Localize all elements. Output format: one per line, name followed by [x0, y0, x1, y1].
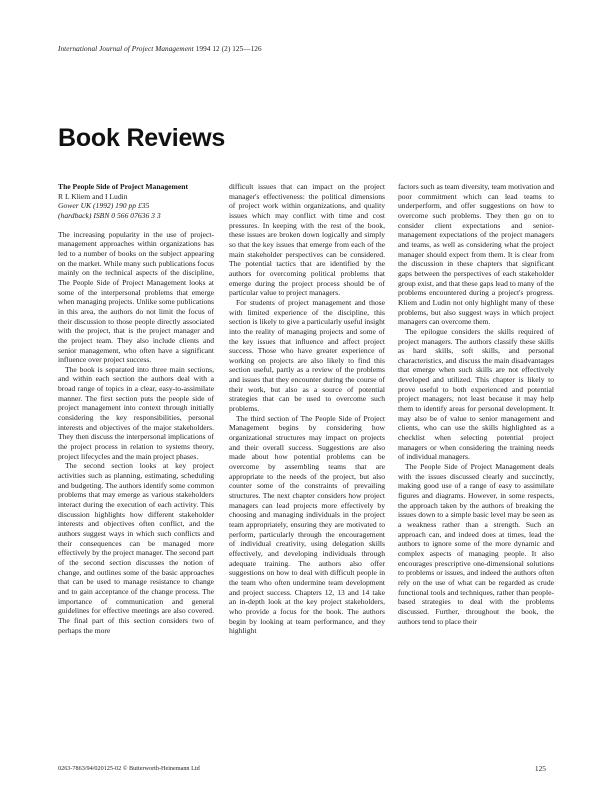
section-title: Book Reviews	[58, 124, 226, 152]
book-authors: R L Kliem and I Ludin	[58, 191, 128, 201]
column-1	[58, 182, 214, 635]
page-number: 125	[534, 764, 546, 773]
journal-name: International Journal of Project Management	[58, 45, 194, 53]
paragraph: The epilogue considers the skills required of project managers. The authors classify these skills as hard skills, soft skills, and personal characteristics, and discuss the main disadvantages that emerge when such skills are not effectively developed and utilized. This chapter is likely to prove useful to both experienced and potential project managers, not least because it may help them to identify areas for personal development. It may also be of value to senior management and clients, who can use the skills highlighted as a checklist when selecting potential project managers or when considering the training needs of individual managers.	[398, 326, 554, 462]
paragraph: factors such as team diversity, team motivation and poor commitment which can lead teams to underperform, and offer suggestions on how to overcome such problems. They then go on to consider client expectations and senior-management expectations of the project managers and teams, as well as considering what the project manager should expect from them. It is clear from the discussion in these chapters that significant gaps between the perspectives of each stakeholder group exist, and that these gaps lead to many of the problems encountered during a project's progress. Kliem and Ludin not only highlight many of these problems, but also suggest ways in which project managers can overcome them.	[398, 182, 554, 327]
paragraph: The second section looks at key project activities such as planning, estimating, scheduling and budgeting. The authors identify some common problems that may emerge as various stakeholders interact during the execution of each activity. This discussion highlights how different stakeholder interests and objectives often conflict, and the authors suggest ways in which such conflicts and their consequences can be managed more effectively by the project manager. The second part of the second section discusses the notion of change, and outlines some of the basic approaches that can be used to manage resistance to change and to gain acceptance of the change process. The importance of communication and general guidelines for effective meetings are also covered. The final part of this section considers two of perhaps the more	[58, 461, 214, 635]
paragraph: The increasing popularity in the use of project-management approaches within organizations has led to a number of books on the subject appearing on the market. While many such publications focus mainly on the technical aspects of the discipline, The People Side of Project Management looks at some of the interpersonal problems that emerge when managing projects. Unlike some publications in this area, the authors do not limit the focus of their discussion to those people directly associated with the project, that is the project manager and the project team. They also include clients and senior management, who often have a significant influence over project success.	[58, 229, 214, 365]
column-2	[229, 182, 385, 636]
book-title: The People Side of Project Management	[58, 182, 188, 191]
paragraph: The People Side of Project Management deals with the issues discussed clearly and succinctly, making good use of a range of easy to assimilate figures and diagrams. However, in some respects, the approach taken by the authors of breaking the issues down to a simple basic level may be seen as a weakness rather than a strength. Such an approach can, and indeed does at times, lead the authors to ignore some of the more dynamic and complex aspects of managing people. It also encourages prescriptive one-dimensional solutions to problems or issues, and indeed the authors often rely on the use of what can be regarded as crude functional tools and techniques, rather than people-based strategies to deal with the problems discussed. Further, throughout the book, the authors tend to place their	[398, 462, 554, 626]
paragraph: difficult issues that can impact on the project manager's effectiveness: the political dimensions of project work within organizations, and quality issues which may conflict with time and cost pressures. In keeping with the rest of the book, these issues are broken down logically and simply so that the key issues that emerge from each of the main stakeholder perspectives can be considered. The potential tactics that are identified by the authors for overcoming political problems that emerge during the project process should be of particular value to project managers.	[229, 182, 385, 298]
book-publisher: Gower UK (1992) 190 pp £35	[58, 201, 150, 211]
column-3	[398, 182, 554, 626]
journal-citation: 1994 12 (2) 125—126	[195, 45, 262, 53]
book-isbn: (hardback) ISBN 0 566 07636 3 3	[58, 210, 161, 220]
paragraph: The book is separated into three main sections, and within each section the authors deal with a broad range of topics in a clear, easy-to-assimilate manner. The first section puts the people side of project management into context through initially considering the key responsibilities, personal interests and objectives of the major stakeholders. They then discuss the interpersonal implications of the project process in relation to systems theory, project lifecycles and the main project phases.	[58, 364, 214, 461]
paragraph: The third section of The People Side of Project Management begins by considering how organizational structures may impact on projects and their overall success. Suggestions are also made about how potential problems can be overcome by assembling teams that are appropriate to the needs of the project, but also counter some of the constraints of prevailing structures. The next chapter considers how project managers can lead projects more effectively by choosing and managing individuals in the project team appropriately, ensuring they are motivated to perform, particularly through the encouragement of individual creativity, using delegation skills effectively, and developing individuals through adequate training. The authors also offer suggestions on how to deal with difficult people in the team who often undermine team development and project success. Chapters 12, 13 and 14 take an in-depth look at the key project stakeholders, who provide a focus for the book. The authors begin by looking at team performance, and they highlight	[229, 413, 385, 636]
paragraph: For students of project management and those with limited experience of the discipline, this section is likely to give a particularly useful insight into the reality of managing projects and some of the key issues that influence and affect project success. Those who have greater experience of working on projects are also likely to find this section useful, partly as a review of the problems and issues that they encounter during the course of their work, but also as a source of potential strategies that can be used to overcome such problems.	[229, 297, 385, 414]
running-head	[58, 45, 548, 53]
footer-copyright: 0263-7863/94/020125-02 © Butterworth-Heinemann Ltd	[58, 765, 200, 772]
